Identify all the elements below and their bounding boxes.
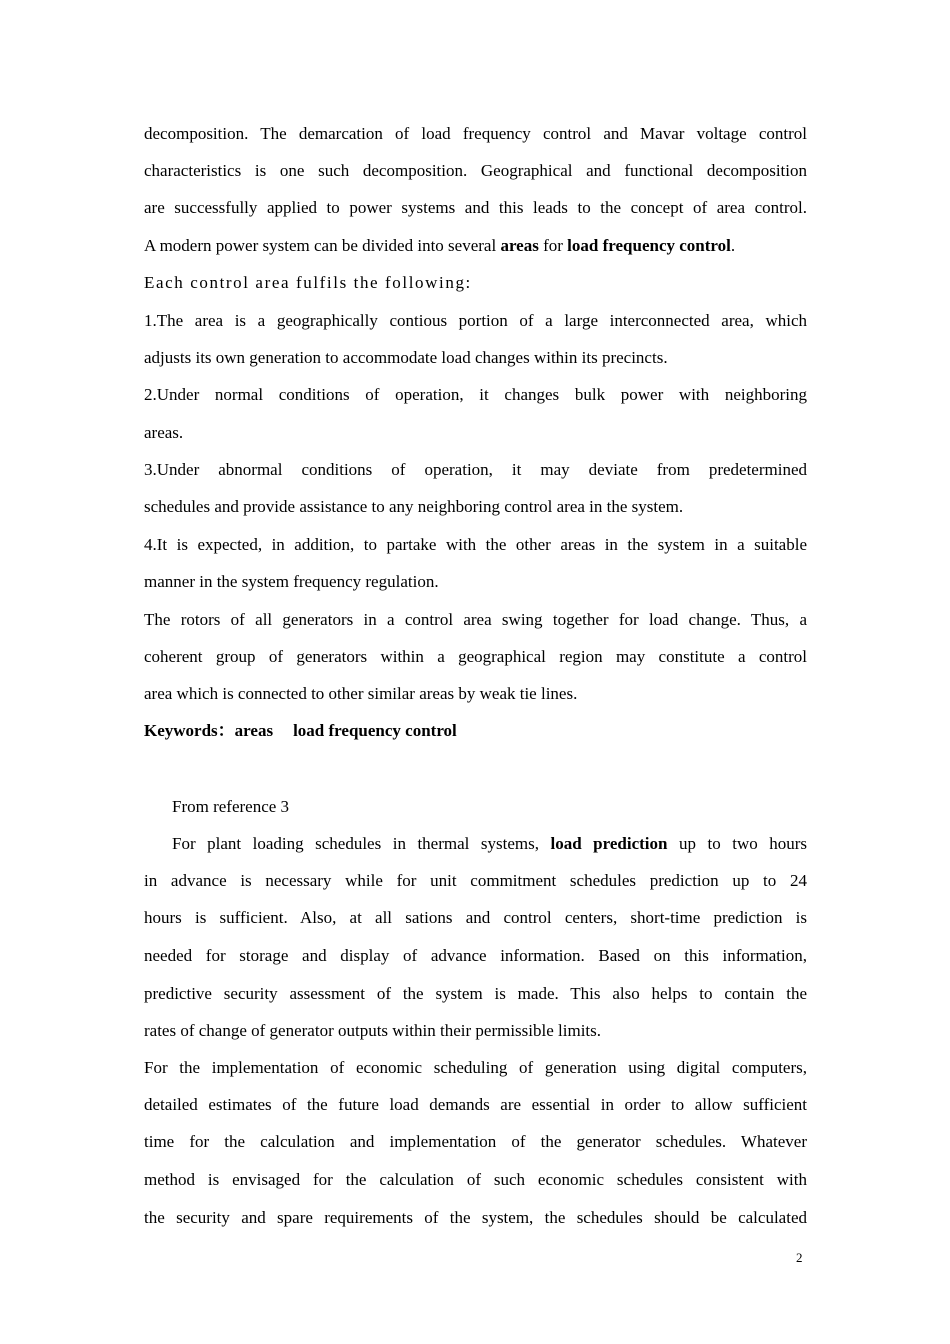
- list-item-line: manner in the system frequency regulation.: [144, 572, 439, 591]
- list-item-line: 4.It is expected, in addition, to partake with the other areas in the system in a suitable: [144, 535, 807, 554]
- paragraph-line: characteristics is one such decomposition. Geographical and functional decomposition: [144, 161, 807, 180]
- text-run: .: [730, 236, 736, 255]
- list-item-line: 1.The area is a geographically contious portion of a large interconnected area, which: [144, 311, 807, 330]
- text-run: A modern power system can be divided into several: [144, 236, 501, 255]
- list-item-line: 2.Under normal conditions of operation, it changes bulk power with neighboring: [144, 385, 807, 404]
- paragraph-line: time for the calculation and implementation of the generator schedules. Whatever: [144, 1132, 807, 1151]
- text-run: for: [538, 236, 568, 255]
- bold-term-load-frequency-control: load frequency control: [567, 236, 731, 255]
- paragraph-line: [144, 236, 824, 256]
- paragraph-line: predictive security assessment of the system is made. This also helps to contain the: [144, 984, 807, 1003]
- list-item-line: 3.Under abnormal conditions of operation, it may deviate from predetermined: [144, 460, 807, 479]
- bold-term-load-prediction: load prediction: [550, 834, 668, 853]
- keywords-line: [144, 721, 807, 741]
- paragraph-line: in advance is necessary while for unit commitment schedules prediction up to 24: [144, 871, 807, 890]
- list-item-line: schedules and provide assistance to any neighboring control area in the system.: [144, 497, 684, 516]
- paragraph-line: coherent group of generators within a geographical region may constitute a control: [144, 647, 807, 666]
- paragraph-line: [172, 834, 807, 854]
- paragraph-line: method is envisaged for the calculation of such economic schedules consistent with: [144, 1170, 807, 1189]
- paragraph-line: For the implementation of economic scheduling of generation using digital computers,: [144, 1058, 807, 1077]
- paragraph-line: needed for storage and display of advance information. Based on this information,: [144, 946, 807, 965]
- keywords-label: Keywords：: [144, 721, 235, 740]
- list-item-line: adjusts its own generation to accommodate load changes within its precincts.: [144, 348, 668, 367]
- paragraph-line: area which is connected to other similar areas by weak tie lines.: [144, 684, 578, 703]
- paragraph-line: the security and spare requirements of the system, the schedules should be calculated: [144, 1208, 807, 1227]
- text-run: up to two hours: [667, 834, 808, 853]
- keyword: areas: [234, 721, 274, 740]
- paragraph-line: rates of change of generator outputs within their permissible limits.: [144, 1021, 601, 1040]
- paragraph-line: detailed estimates of the future load demands are essential in order to allow sufficient: [144, 1095, 807, 1114]
- reference-heading: From reference 3: [172, 797, 290, 816]
- page-number: 2: [796, 1250, 803, 1265]
- paragraph-line: The rotors of all generators in a control area swing together for load change. Thus, a: [144, 610, 807, 629]
- text-run: For plant loading schedules in thermal systems,: [172, 834, 551, 853]
- paragraph-line: hours is sufficient. Also, at all sations and control centers, short-time prediction is: [144, 908, 807, 927]
- paragraph-line: Each control area fulfils the following:: [144, 273, 472, 292]
- list-item-line: areas.: [144, 423, 184, 442]
- paragraph-line: are successfully applied to power systems and this leads to the concept of area control.: [144, 198, 807, 217]
- paragraph-line: decomposition. The demarcation of load frequency control and Mavar voltage control: [144, 124, 807, 143]
- bold-term-areas: areas: [500, 236, 539, 255]
- keyword: load frequency control: [293, 721, 457, 740]
